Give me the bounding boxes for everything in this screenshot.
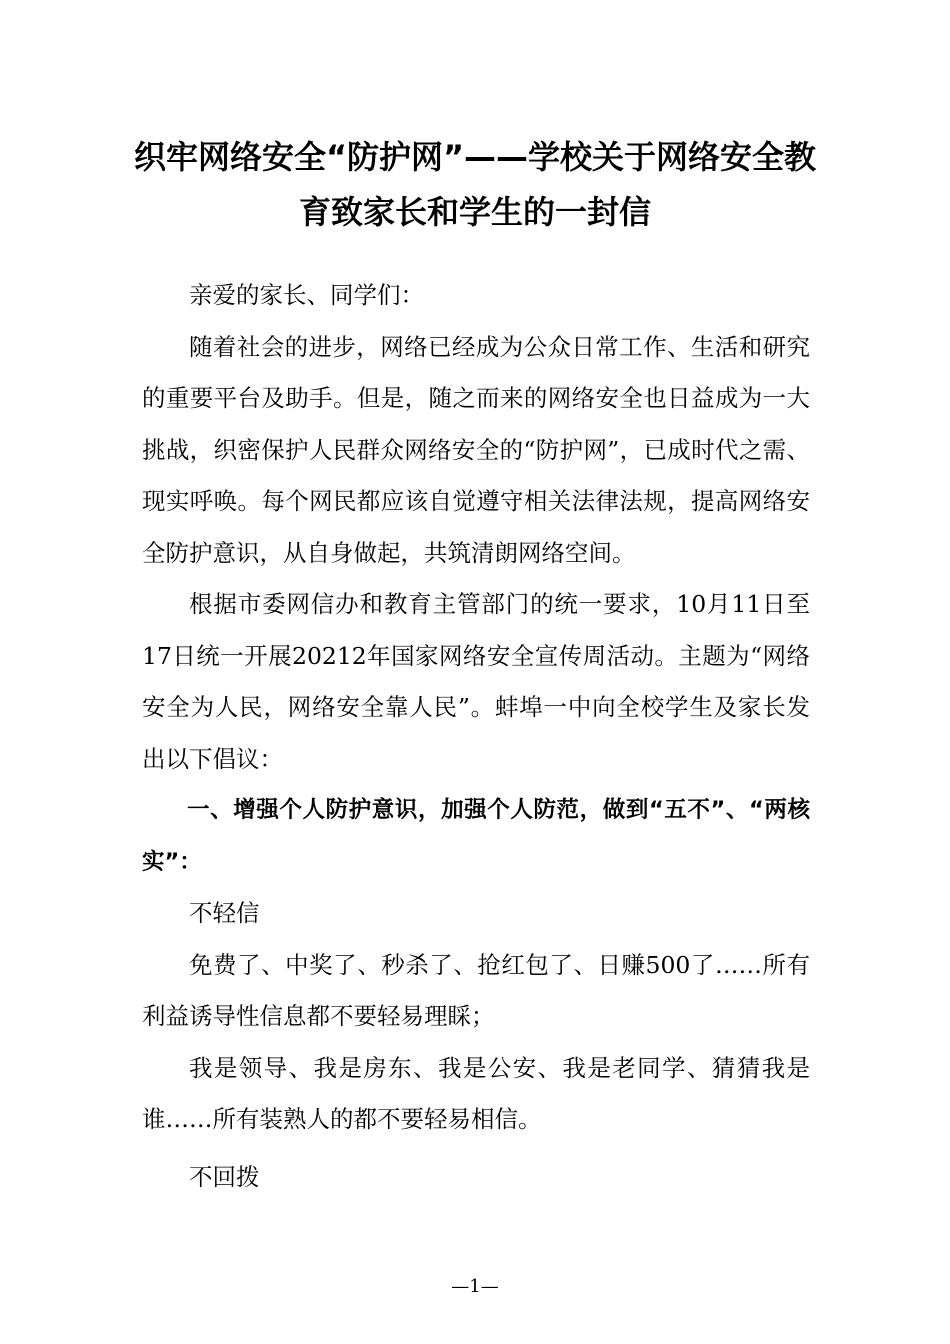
item-title-no-trust: 不轻信 [189,899,260,927]
item-text-benefit-lures: 免费了、中奖了、秒杀了、抢红包了、日赚500了……所有利益诱导性信息都不要轻易理睬； [142,950,810,1030]
page-number: —1— [451,1276,499,1297]
document-body [142,270,810,1203]
section-heading: 一、增强个人防护意识，加强个人防范，做到“五不”、“两核实”： [142,797,810,875]
paragraph-activity: 根据市委网信办和教育主管部门的统一要求，10月11日至17日统一开展20212年国家网络安全宣传周活动。主题为“网络安全为人民，网络安全靠人民”。蚌埠一中向全校学生及家长发出以下倡议： [142,590,810,773]
paragraph-intro: 随着社会的进步，网络已经成为公众日常工作、生活和研究的重要平台及助手。但是，随之而来的网络安全也日益成为一大挑战，织密保护人民群众网络安全的“防护网”，已成时代之需、现实呼唤。每个网民都应该自觉遵守相关法律法规，提高网络安全防护意识，从自身做起，共筑清朗网络空间。 [142,332,810,567]
item-text-fake-acquaintances: 我是领导、我是房东、我是公安、我是老同学、猜猜我是谁……所有装熟人的都不要轻易相信。 [142,1053,810,1133]
salutation: 亲爱的家长、同学们： [189,281,424,309]
document-title: 织牢网络安全“防护网”——学校关于网络安全教育致家长和学生的一封信 [133,138,817,231]
item-title-no-callback: 不回拨 [189,1162,260,1191]
